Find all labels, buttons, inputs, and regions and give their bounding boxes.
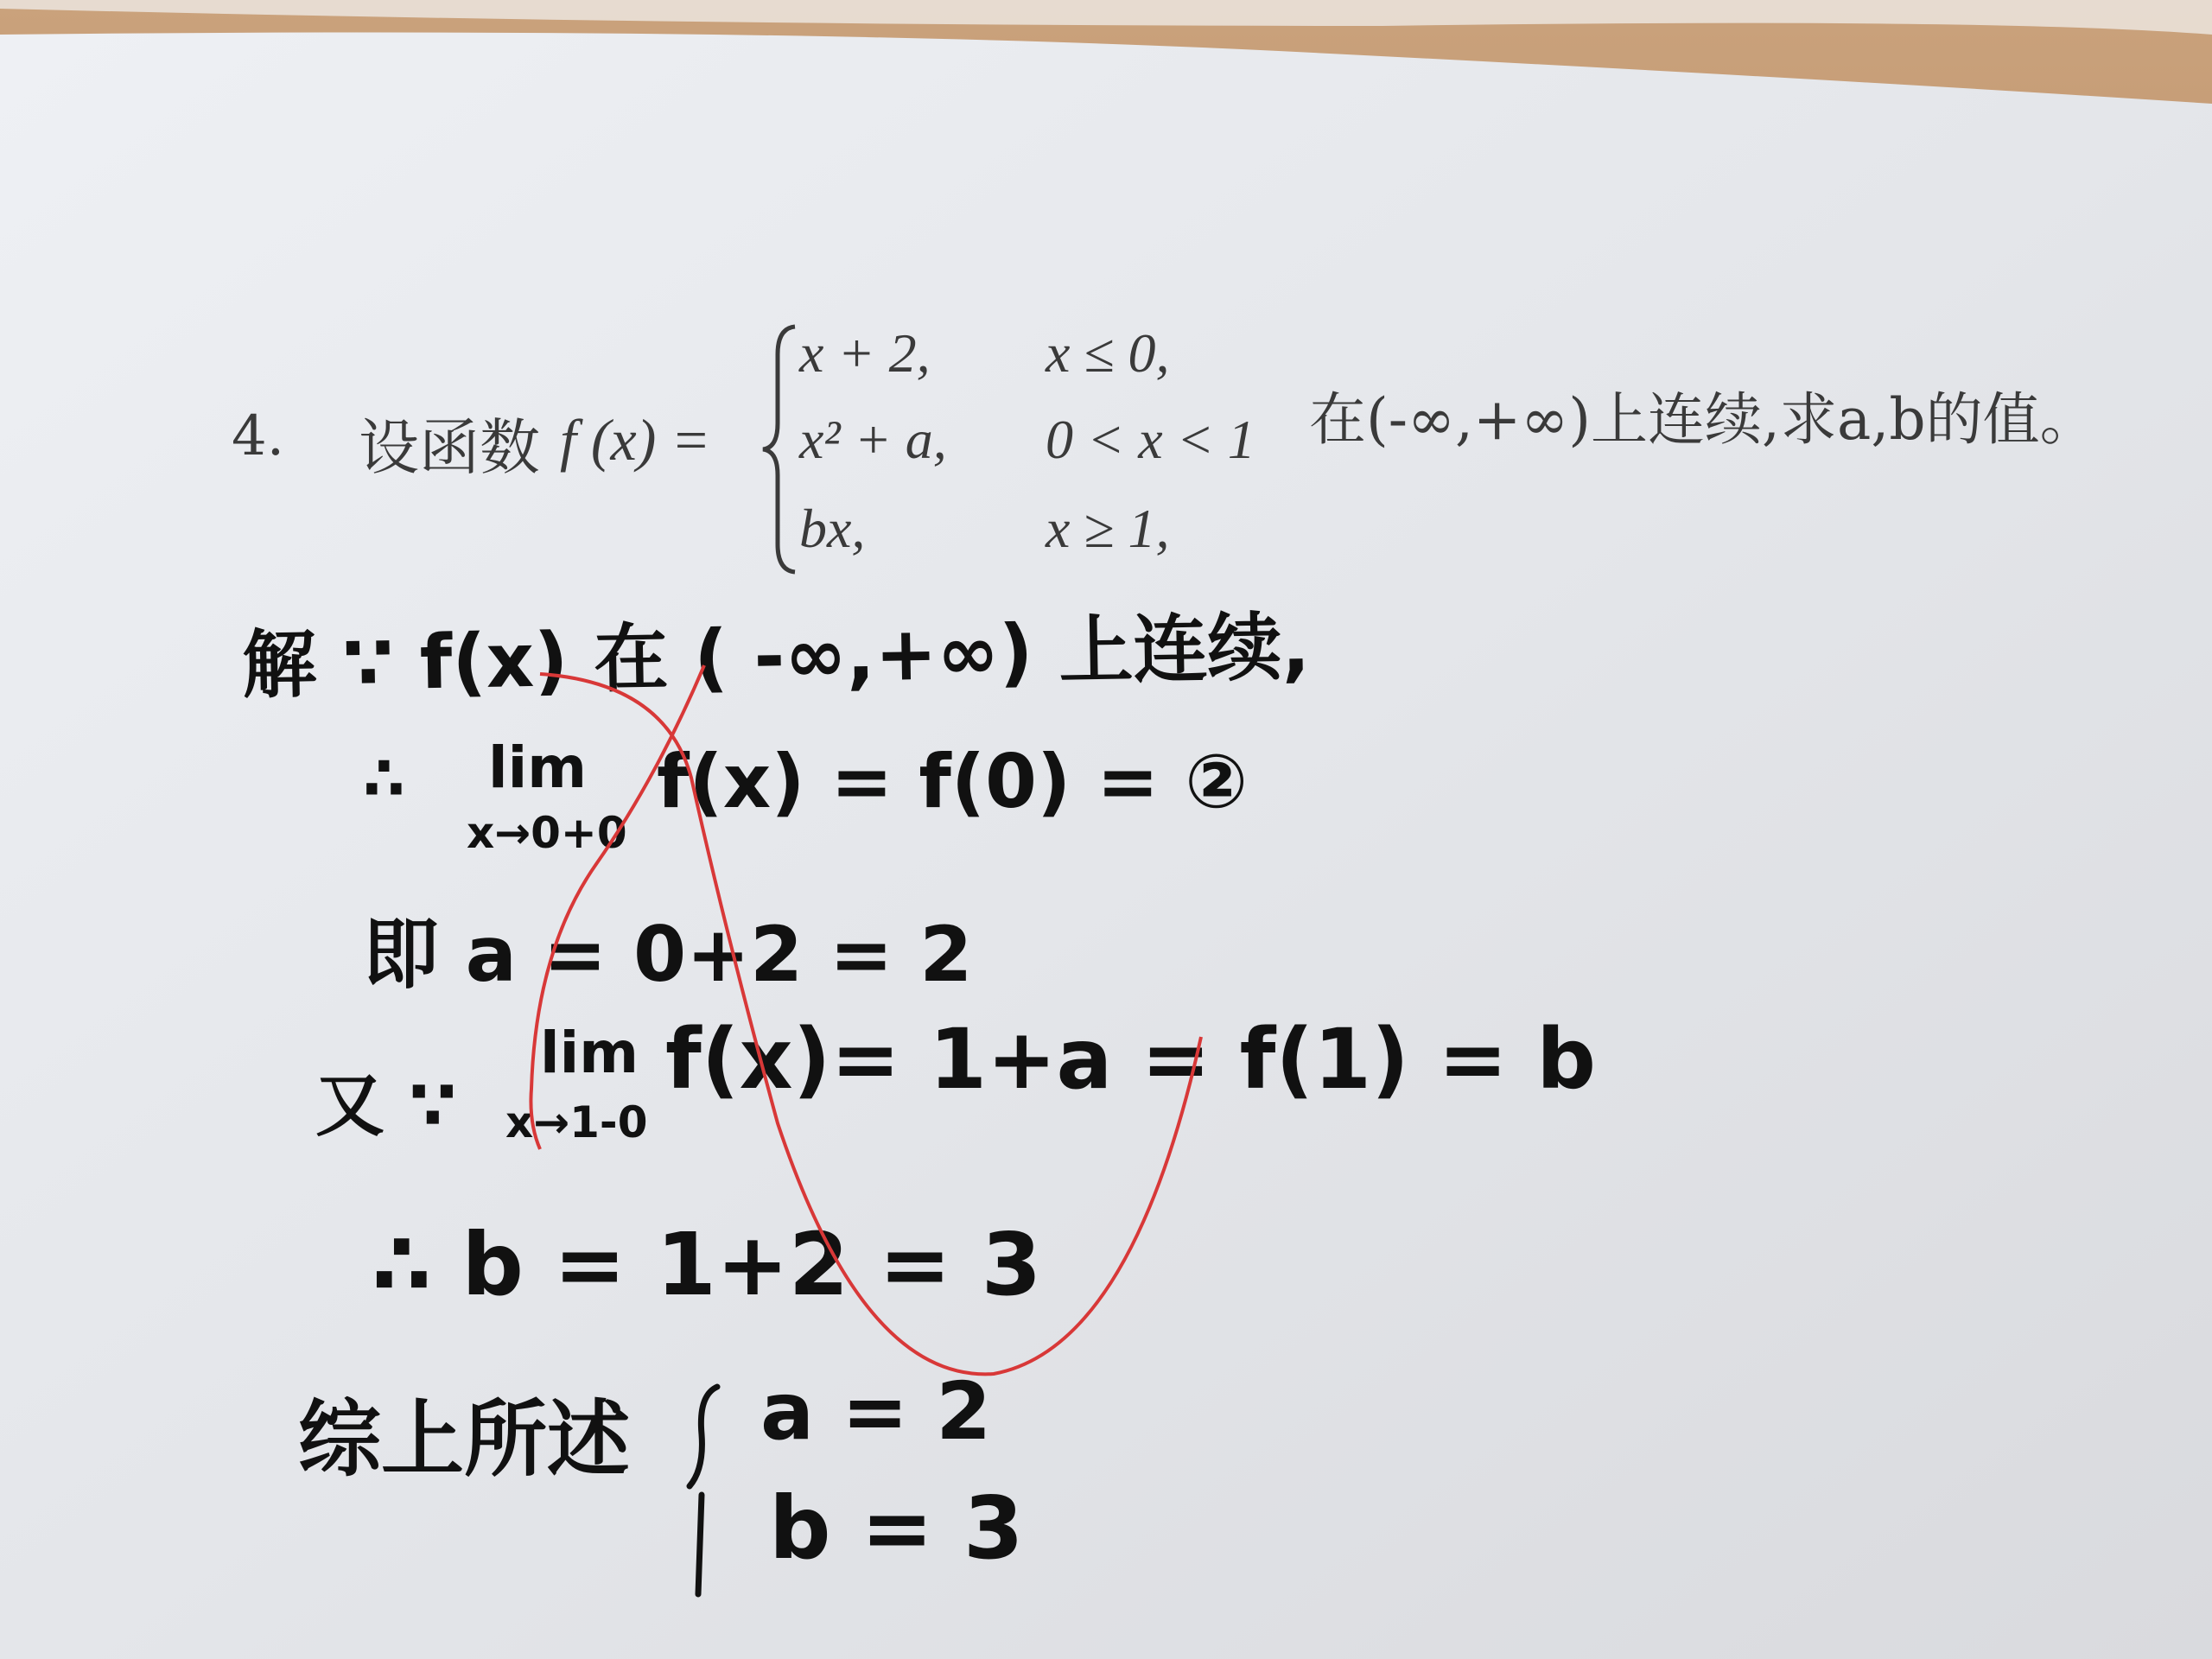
case-2-expr: x² + a, bbox=[799, 409, 947, 470]
question-lead: 设函数 bbox=[359, 412, 540, 483]
solution-line-3: 即 a = 0+2 = 2 bbox=[363, 910, 973, 999]
question-function: f (x) = bbox=[560, 407, 711, 473]
solution-line-1: 解 ∵ f(x) 在 ( -∞,+∞) 上连续, bbox=[241, 604, 1311, 709]
solution-line-2-rest: f(x) = f(0) = ② bbox=[657, 739, 1249, 825]
case-1-cond: x ≤ 0, bbox=[1046, 322, 1170, 384]
solution-line-2-therefore: ∴ bbox=[363, 743, 405, 814]
summary-value-a: a = 2 bbox=[760, 1365, 992, 1458]
summary-label: 综上所述 bbox=[298, 1391, 630, 1488]
solution-line-5: ∴ b = 1+2 = 3 bbox=[372, 1214, 1042, 1315]
case-1-expr: x + 2, bbox=[799, 322, 931, 384]
solution-line-4-lead: 又 ∵ bbox=[315, 1065, 457, 1146]
solution-line-2-lim: lim bbox=[488, 734, 588, 801]
solution-line-4-subscript: x→1-0 bbox=[505, 1097, 648, 1147]
solution-line-4-lim: lim bbox=[540, 1020, 639, 1086]
case-3-expr: bx, bbox=[799, 498, 866, 559]
solution-line-4-rest: f(x)= 1+a = f(1) = b bbox=[665, 1011, 1596, 1108]
question-number: 4. bbox=[232, 404, 285, 468]
summary-value-b: b = 3 bbox=[769, 1478, 1024, 1579]
solution-line-2-subscript: x→0+0 bbox=[467, 808, 627, 858]
summary-brace bbox=[683, 1382, 734, 1599]
question-tail: 在(-∞,+∞)上连续,求a,b的值。 bbox=[1309, 386, 2097, 453]
case-2-cond: 0 < x < 1 bbox=[1046, 409, 1255, 470]
case-3-cond: x ≥ 1, bbox=[1046, 498, 1170, 559]
